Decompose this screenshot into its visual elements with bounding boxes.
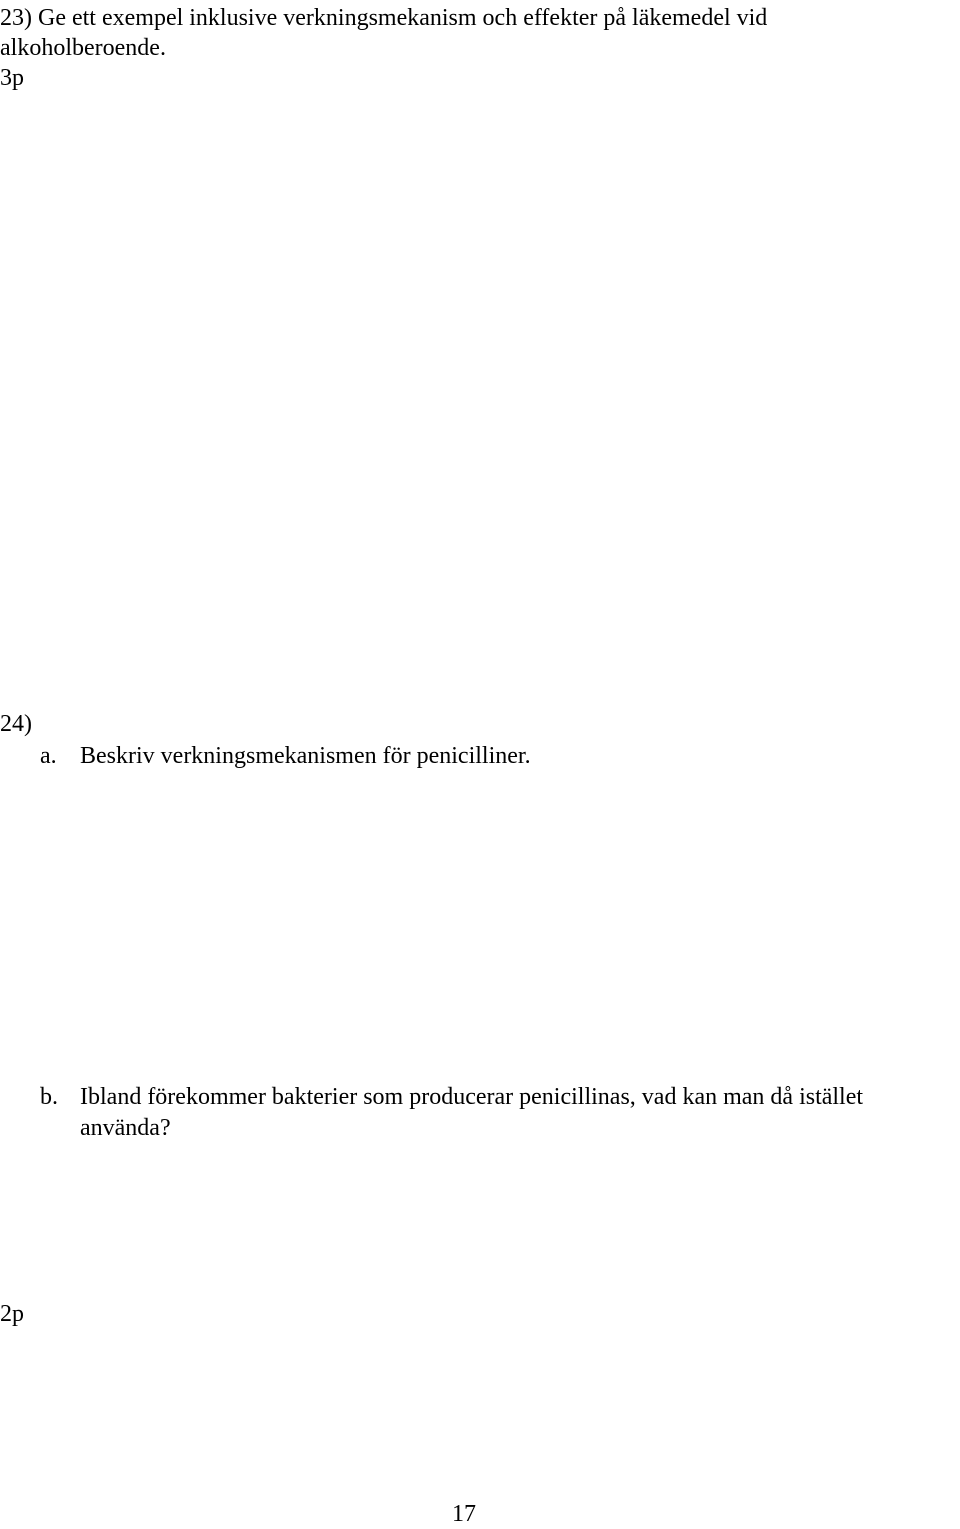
question-24-points: 2p xyxy=(0,1301,24,1327)
question-23-points: 3p xyxy=(0,65,24,91)
question-24b-label: b. xyxy=(40,1084,58,1110)
page-number: 17 xyxy=(452,1501,476,1527)
question-24a-text: Beskriv verkningsmekanismen för penicilliner. xyxy=(80,743,531,769)
question-24b-text-continued: använda? xyxy=(80,1115,171,1141)
question-24-number: 24) xyxy=(0,711,32,737)
question-24a-label: a. xyxy=(40,743,57,769)
question-23-text: 23) Ge ett exempel inklusive verkningsmekanism och effekter på läkemedel vid xyxy=(0,5,768,31)
question-23-text-continued: alkoholberoende. xyxy=(0,35,166,61)
question-24b-text: Ibland förekommer bakterier som producerar penicillinas, vad kan man då istället xyxy=(80,1084,864,1110)
